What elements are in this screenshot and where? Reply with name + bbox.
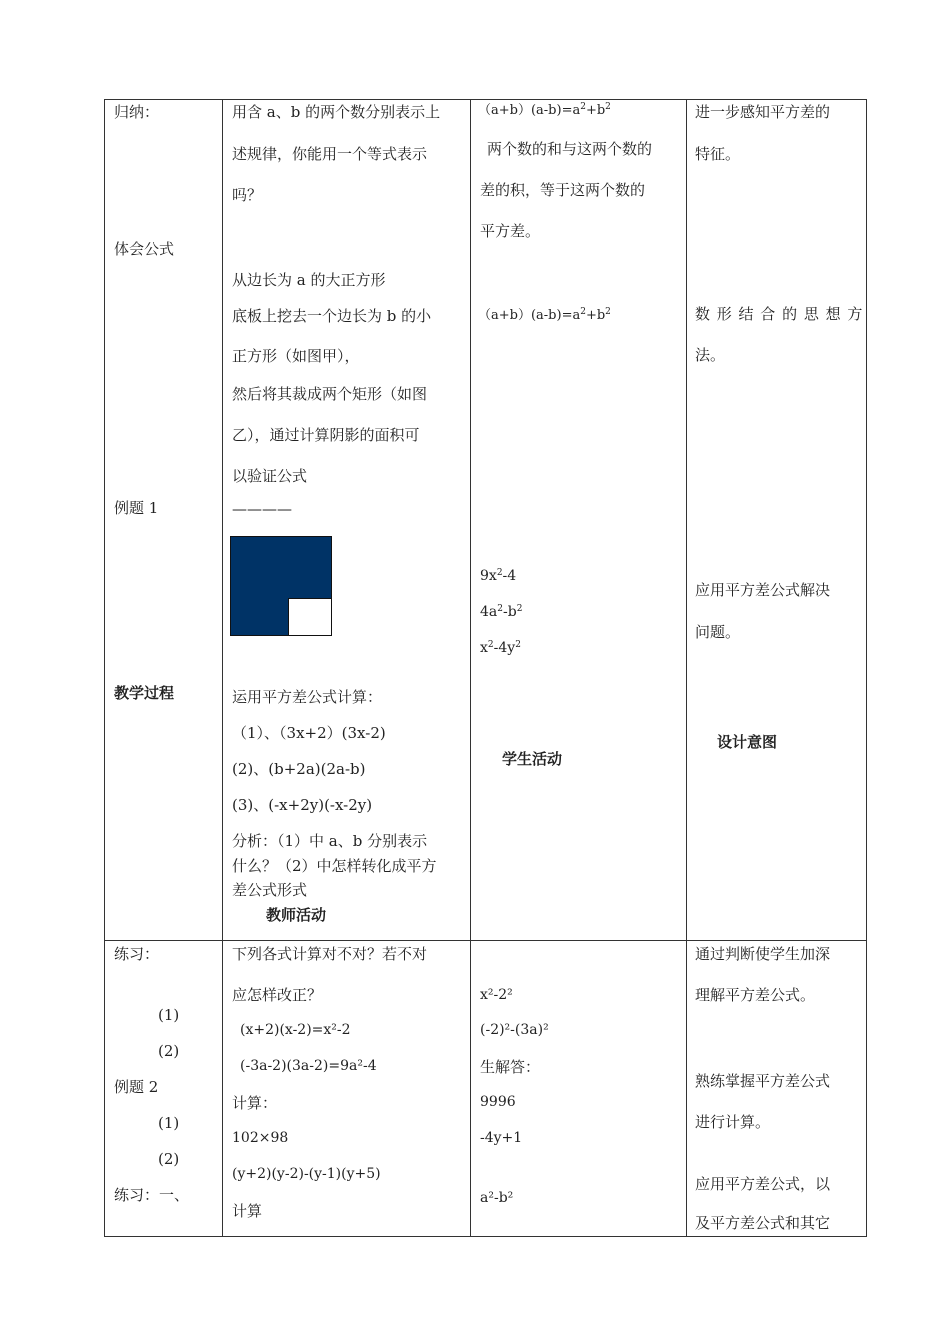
blank-dashes: ———— [232, 500, 292, 518]
formula-2-part-a: （a+b）(a-b)=a [478, 308, 581, 323]
table-border-bottom [104, 1236, 867, 1237]
task-item-1: （1）、（3x+2）(3x-2) [232, 724, 386, 742]
task-item-2: (2)、(b+2a)(2a-b) [232, 760, 366, 778]
task-item-3: (3)、(-x+2y)(-x-2y) [232, 796, 373, 814]
label-lianxi: 练习： [114, 945, 160, 963]
label-liti-1: 例题 1 [114, 499, 159, 517]
answer-r2-2: (-2)²-(3a)² [480, 1022, 549, 1038]
intro-line-3: 吗？ [232, 186, 263, 204]
formula-2-sup-a: 2 [580, 307, 586, 317]
answer-3-sup-a: 2 [487, 640, 494, 650]
table-border-left [104, 99, 105, 1237]
answer-r2-5: -4y+1 [480, 1130, 523, 1146]
geometry-line-2: 底板上挖去一个边长为 b 的小 [232, 307, 432, 325]
label-liti-2: 例题 2 [114, 1078, 159, 1096]
answer-2-part-b: -b [503, 604, 517, 620]
answer-2 [480, 604, 522, 621]
label-jiaoxue-guocheng: 教学过程 [114, 684, 175, 702]
formula-2-sup-b: 2 [605, 307, 611, 317]
design-note-1-line-1: 进一步感知平方差的 [695, 103, 831, 121]
answer-2-sup-a: 2 [497, 604, 503, 614]
answer-2-part-a: 4a [480, 604, 498, 620]
label-num-1: (1) [158, 1006, 180, 1024]
label-num-4: (2) [158, 1150, 180, 1168]
task-heading: 运用平方差公式计算： [232, 688, 383, 706]
answer-r2-1: x²-2² [480, 987, 513, 1003]
table-col-divider-1 [222, 99, 223, 1237]
answer-1-part-b: -4 [502, 568, 517, 584]
label-tihui-gongshi: 体会公式 [114, 240, 175, 258]
design-note-3-line-2: 问题。 [695, 623, 741, 641]
header-xuesheng-huodong: 学生活动 [502, 750, 563, 768]
answer-1-part-a: 9x [480, 568, 497, 584]
expression-4: (y+2)(y-2)-(y-1)(y+5) [232, 1166, 381, 1182]
formula-1-part-b: +b [585, 103, 606, 118]
question-line-2: 应怎样改正？ [232, 986, 323, 1004]
table-row-divider [104, 940, 867, 941]
table-col-divider-2 [470, 99, 471, 1237]
label-guina: 归纳： [114, 103, 160, 121]
answer-r2-4: 9996 [480, 1094, 516, 1110]
expression-3: 102×98 [232, 1130, 289, 1146]
geometry-line-5: 乙），通过计算阴影的面积可 [232, 426, 420, 444]
design-note-1-line-2: 特征。 [695, 145, 741, 163]
desc-line-1: 两个数的和与这两个数的 [487, 140, 653, 158]
design-r2-note-1-line-2: 理解平方差公式。 [695, 986, 816, 1004]
answer-3-part-b: -4y [493, 640, 516, 656]
label-lianxi-yi: 练习：一、 [114, 1186, 190, 1204]
intro-line-1: 用含 a、b 的两个数分别表示上 [232, 103, 441, 121]
geometry-line-1: 从边长为 a 的大正方形 [232, 271, 386, 289]
design-r2-note-3-line-2: 及平方差公式和其它 [695, 1214, 831, 1232]
design-r2-note-2-line-2: 进行计算。 [695, 1113, 771, 1131]
formula-2 [478, 308, 611, 324]
answer-3 [480, 640, 521, 657]
calc-heading: 计算： [232, 1094, 278, 1112]
answer-1 [480, 568, 516, 585]
label-num-2: (2) [158, 1042, 180, 1060]
formula-1-part-a: （a+b）(a-b)=a [478, 103, 581, 118]
expression-2: (-3a-2)(3a-2)=9a²-4 [240, 1058, 377, 1074]
geometry-line-3: 正方形（如图甲）， [232, 347, 360, 365]
desc-line-3: 平方差。 [480, 222, 541, 240]
answer-3-sup-b: 2 [515, 640, 521, 650]
geometry-line-4: 然后将其裁成两个矩形（如图 [232, 385, 428, 403]
small-square-cutout [288, 598, 331, 635]
question-line-1: 下列各式计算对不对？若不对 [232, 945, 428, 963]
label-num-3: (1) [158, 1114, 180, 1132]
answer-3-part-a: x [480, 640, 488, 656]
table-border-top [104, 99, 867, 100]
answer-r2-6: a²-b² [480, 1190, 514, 1206]
header-jiaoshi-huodong: 教师活动 [266, 906, 327, 924]
formula-1 [478, 103, 611, 119]
design-note-2-line-2: 法。 [695, 346, 726, 364]
desc-line-2: 差的积，等于这两个数的 [480, 181, 646, 199]
expression-1: (x+2)(x-2)=x²-2 [240, 1022, 351, 1038]
intro-line-2: 述规律，你能用一个等式表示 [232, 145, 428, 163]
design-note-2-line-1: 数 形 结 合 的 思 想 方 [695, 305, 864, 323]
formula-2-part-b: +b [585, 308, 606, 323]
header-sheji-yitu: 设计意图 [717, 733, 778, 751]
square-diagram [230, 536, 332, 636]
design-r2-note-1-line-1: 通过判断使学生加深 [695, 945, 831, 963]
design-note-3-line-1: 应用平方差公式解决 [695, 581, 831, 599]
answer-1-sup: 2 [496, 568, 503, 578]
design-r2-note-3-line-1: 应用平方差公式，以 [695, 1175, 831, 1193]
geometry-line-6: 以验证公式 [232, 467, 308, 485]
answer-r2-3: 生解答： [480, 1058, 541, 1076]
design-r2-note-2-line-1: 熟练掌握平方差公式 [695, 1072, 831, 1090]
formula-1-sup-b: 2 [605, 102, 611, 112]
table-col-divider-3 [686, 99, 687, 1237]
analysis-line-2: 什么？（2）中怎样转化成平方 [232, 857, 437, 875]
table-border-right [866, 99, 867, 1237]
formula-1-sup-a: 2 [580, 102, 586, 112]
answer-2-sup-b: 2 [516, 604, 523, 614]
analysis-line-1: 分析：（1）中 a、b 分别表示 [232, 832, 428, 850]
calc-heading-2: 计算 [232, 1202, 263, 1220]
analysis-line-3: 差公式形式 [232, 881, 308, 899]
